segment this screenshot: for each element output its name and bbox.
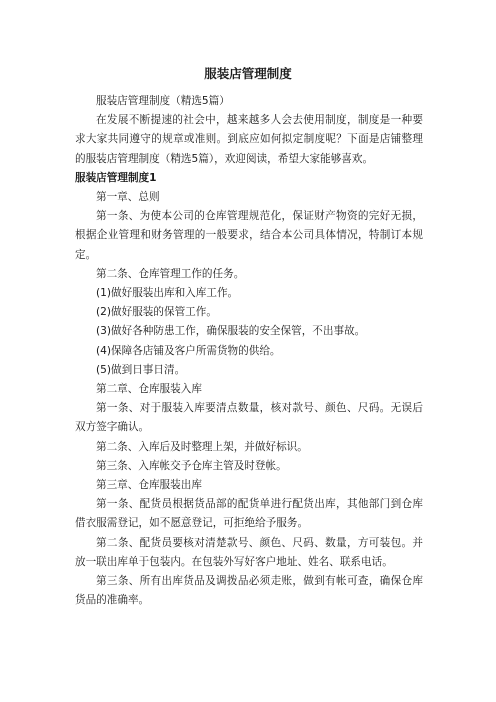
list-item: (3)做好各种防患工作，确保服装的安全保管，不出事故。 — [96, 325, 366, 338]
document-title: 服装店管理制度 — [204, 66, 292, 81]
article-paragraph: 第三条、所有出库货品及调拨品必须走账，做到有帐可查，确保仓库货品的准确率。 — [75, 575, 423, 607]
chapter-heading: 第二章、仓库服装入库 — [96, 383, 202, 396]
intro-paragraph: 在发展不断提速的社会中，越来越多人会去使用制度，制度是一种要求大家共同遵守的规章或准则。到底应如何拟定制度呢？下面是店铺整理的服装店管理制度（精选5篇），欢迎阅读，希望大家能够喜欢。 — [75, 114, 423, 165]
chapter-heading: 第三章、仓库服装出库 — [96, 479, 202, 492]
chapter-heading: 第一章、总则 — [96, 191, 160, 204]
intro-subtitle: 服装店管理制度（精选5篇） — [96, 95, 230, 107]
article-paragraph: 第三条、入库帐交予仓库主管及时登帐。 — [96, 459, 287, 472]
document-body — [75, 92, 423, 610]
list-item: (2)做好服装的保管工作。 — [96, 306, 217, 319]
list-item: (5)做到日事日清。 — [96, 363, 186, 376]
article-paragraph: 第一条、对于服装入库要清点数量，核对款号、颜色、尺码。无误后双方签字确认。 — [75, 402, 423, 434]
section-heading: 服装店管理制度1 — [75, 171, 157, 184]
article-paragraph: 第二条、入库后及时整理上架，并做好标识。 — [96, 440, 308, 453]
article-paragraph: 第一条、为使本公司的仓库管理规范化，保证财产物资的完好无损，根据企业管理和财务管理的一般要求，结合本公司具体情况，特制订本规定。 — [75, 210, 423, 261]
article-paragraph: 第二条、仓库管理工作的任务。 — [96, 267, 245, 280]
article-paragraph: 第一条、配货员根据货品部的配货单进行配货出库，其他部门到仓库借衣服需登记，如不愿意登记，可拒绝给予服务。 — [75, 498, 423, 530]
list-item: (4)保障各店铺及客户所需货物的供给。 — [96, 344, 281, 357]
list-item: (1)做好服装出库和入库工作。 — [96, 287, 239, 300]
article-paragraph: 第二条、配货员要核对清楚款号、颜色、尺码、数量，方可装包。并放一联出库单于包装内。在包装外写好客户地址、姓名、联系电话。 — [75, 536, 423, 568]
